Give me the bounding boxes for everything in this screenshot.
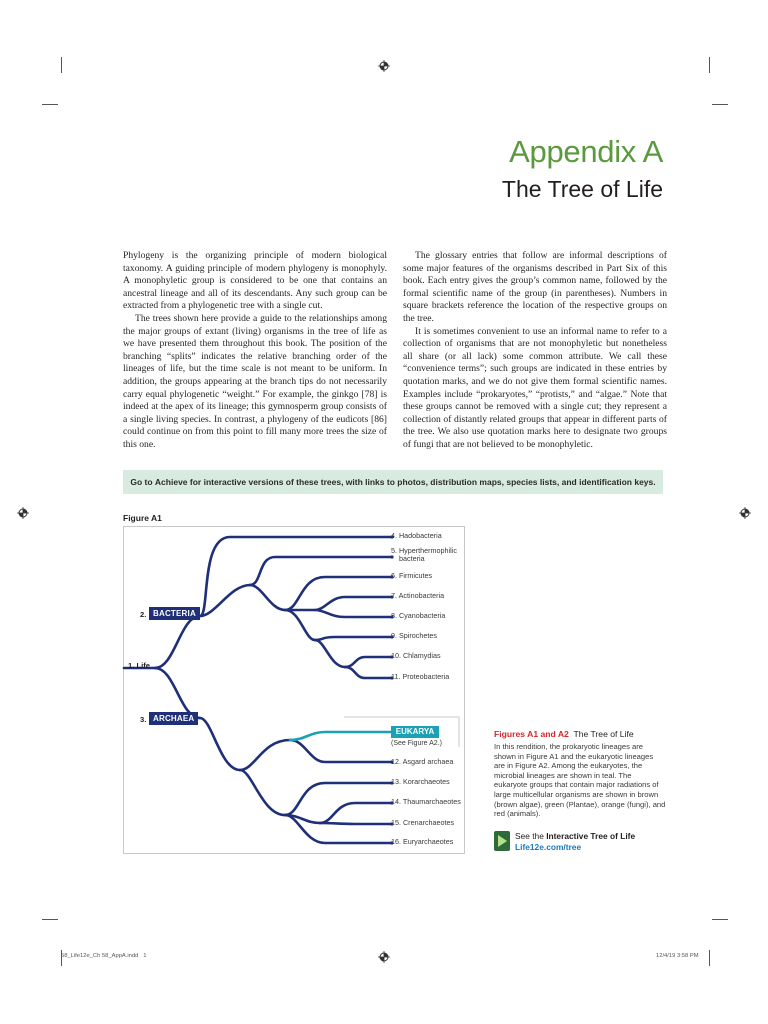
- achieve-link[interactable]: Achieve: [154, 477, 188, 487]
- eukarya-see-note: (See Figure A2.): [391, 740, 442, 747]
- slug-file: [61, 953, 146, 959]
- figure-label: Figure A1: [123, 513, 162, 523]
- appendix-heading: Appendix A: [509, 134, 663, 169]
- slug-page: 1: [143, 953, 147, 959]
- interactive-tree-link[interactable]: Life12e.com/tree: [515, 842, 582, 852]
- branch-bacteria: [250, 585, 285, 610]
- archaea-badge: ARCHAEA: [149, 712, 198, 725]
- intro-paragraph: The trees shown here provide a guide to the relationships among the major groups of extant (living) organisms in the tree of life as we have presented them throughout this book. The position of the branching “splits” indicates the relative branching order of the lineages of life, but the time scale is not meant to be uniform. In addition, the groups appearing at the branch tips do not necessarily carry equal phylogenetic “weight.” For example, the ginkgo [78] is indeed at the apex of its lineage; this gymnosperm group consists of a single living species. In contrast, a phylogeny of the eudicots [86] could continue on from this point to fill many more trees the size of this one.: [123, 312, 387, 450]
- root-label: 1. Life: [128, 661, 150, 670]
- play-icon[interactable]: [494, 831, 510, 851]
- branch-eukarya: [290, 732, 392, 740]
- branch-archaea: [320, 823, 392, 824]
- tip-label: 12. Asgard archaea: [391, 757, 454, 766]
- see-prefix: See the: [515, 831, 547, 841]
- slug-datetime: 12/4/19 3:58 PM: [656, 953, 699, 959]
- bacteria-badge: BACTERIA: [149, 607, 200, 620]
- branch-archaea: [240, 770, 285, 815]
- banner-suffix: for interactive versions of these trees, with links to photos, distribution maps, species lists, and identification keys.: [187, 477, 656, 487]
- bacteria-number: 2.: [140, 610, 147, 619]
- branch-archaea: [200, 718, 240, 770]
- branch-bacteria: [315, 640, 345, 667]
- tip-label-line: bacteria: [399, 554, 425, 564]
- tip-label: 7. Actinobacteria: [391, 591, 445, 600]
- branch-bacteria: [285, 577, 392, 610]
- interactive-tree-name: Interactive Tree of Life: [546, 831, 636, 841]
- branch-archaea: [320, 803, 392, 823]
- branch-bacteria: [315, 597, 392, 617]
- intro-paragraph: Phylogeny is the organizing principle of modern biological taxonomy. A guiding principle of modern phylogeny is monophyly. A monophyletic group is considered to be one that contains an ancestral lineage and all of its descendants. Any such group can be extracted from a phylogenetic tree with a single cut.: [123, 250, 387, 312]
- figure-caption-body: In this rendition, the prokaryotic lineages are shown in Figure A1 and the eukaryotic lineages are in Figure A2. Among the eukaryotes, the microbial lineages are shown in teal. The eukaryote groups that contain major radiations of large multicellular organisms are shown in brown (brown algae), green (Plantae), orange (fungi), and red (animals).: [494, 742, 666, 819]
- tip-label: 6. Firmicutes: [391, 571, 433, 580]
- caption-figure-ref: Figures A1 and A2: [494, 729, 569, 739]
- eukarya-badge: EUKARYA: [391, 726, 439, 738]
- banner-prefix: Go to: [130, 477, 155, 487]
- archaea-number: 3.: [140, 715, 147, 724]
- slug-filename: 58_Life12e_Ch 58_AppA.indd: [61, 953, 139, 959]
- branch-bacteria: [345, 667, 392, 678]
- tip-label-line: 5. Hyperthermophilic: [391, 546, 457, 555]
- interactive-tree-prompt: [515, 831, 635, 841]
- tip-label: 14. Thaumarchaeotes: [391, 797, 461, 806]
- branch-archaea: [240, 740, 290, 770]
- branch-bacteria: [315, 637, 392, 640]
- tip-label: [391, 547, 457, 564]
- tip-label: 8. Cyanobacteria: [391, 611, 446, 620]
- branch-bacteria: [345, 657, 392, 667]
- tip-label: 4. Hadobacteria: [391, 531, 442, 540]
- caption-heading: The Tree of Life: [573, 729, 634, 739]
- tip-label: 15. Crenarchaeotes: [391, 818, 455, 827]
- branch-bacteria: [200, 585, 250, 616]
- tip-label: 9. Spirochetes: [391, 631, 437, 640]
- branch-root: [155, 668, 200, 718]
- tip-label: 10. Chlamydias: [391, 651, 441, 660]
- branch-bacteria: [250, 557, 392, 585]
- tip-label: 13. Korarchaeotes: [391, 777, 450, 786]
- branch-root: [155, 616, 200, 668]
- branch-bacteria: [285, 610, 315, 640]
- branch-archaea: [290, 740, 392, 762]
- intro-paragraph: The glossary entries that follow are informal descriptions of some major features of the organisms described in Part Six of this book. Each entry gives the group’s common name, followed by the formal scientific name of the group (in parentheses). Numbers in square brackets reference the location of the respective groups on the tree.: [403, 250, 667, 324]
- tip-label: 16. Euryarchaeotes: [391, 837, 454, 846]
- intro-paragraph: It is sometimes convenient to use an informal name to refer to a collection of organisms that are not monophyletic but nonetheless all share (or all lack) some common attribute. We call these “convenience terms”; such groups are indicated in these entries by quotation marks, and we do not give them formal scientific names. Examples include “prokaryotes,” “protists,” and “algae.” Note that these groups cannot be removed with a single cut; they represent a collection of distantly related groups that appear in different parts of the tree. We also use quotation marks here to designate two groups of fungi that are not believed to be monophyletic.: [403, 325, 667, 450]
- tip-label: 11. Proteobacteria: [391, 672, 450, 681]
- figure-caption-title: [494, 729, 634, 739]
- page-title: The Tree of Life: [501, 176, 663, 202]
